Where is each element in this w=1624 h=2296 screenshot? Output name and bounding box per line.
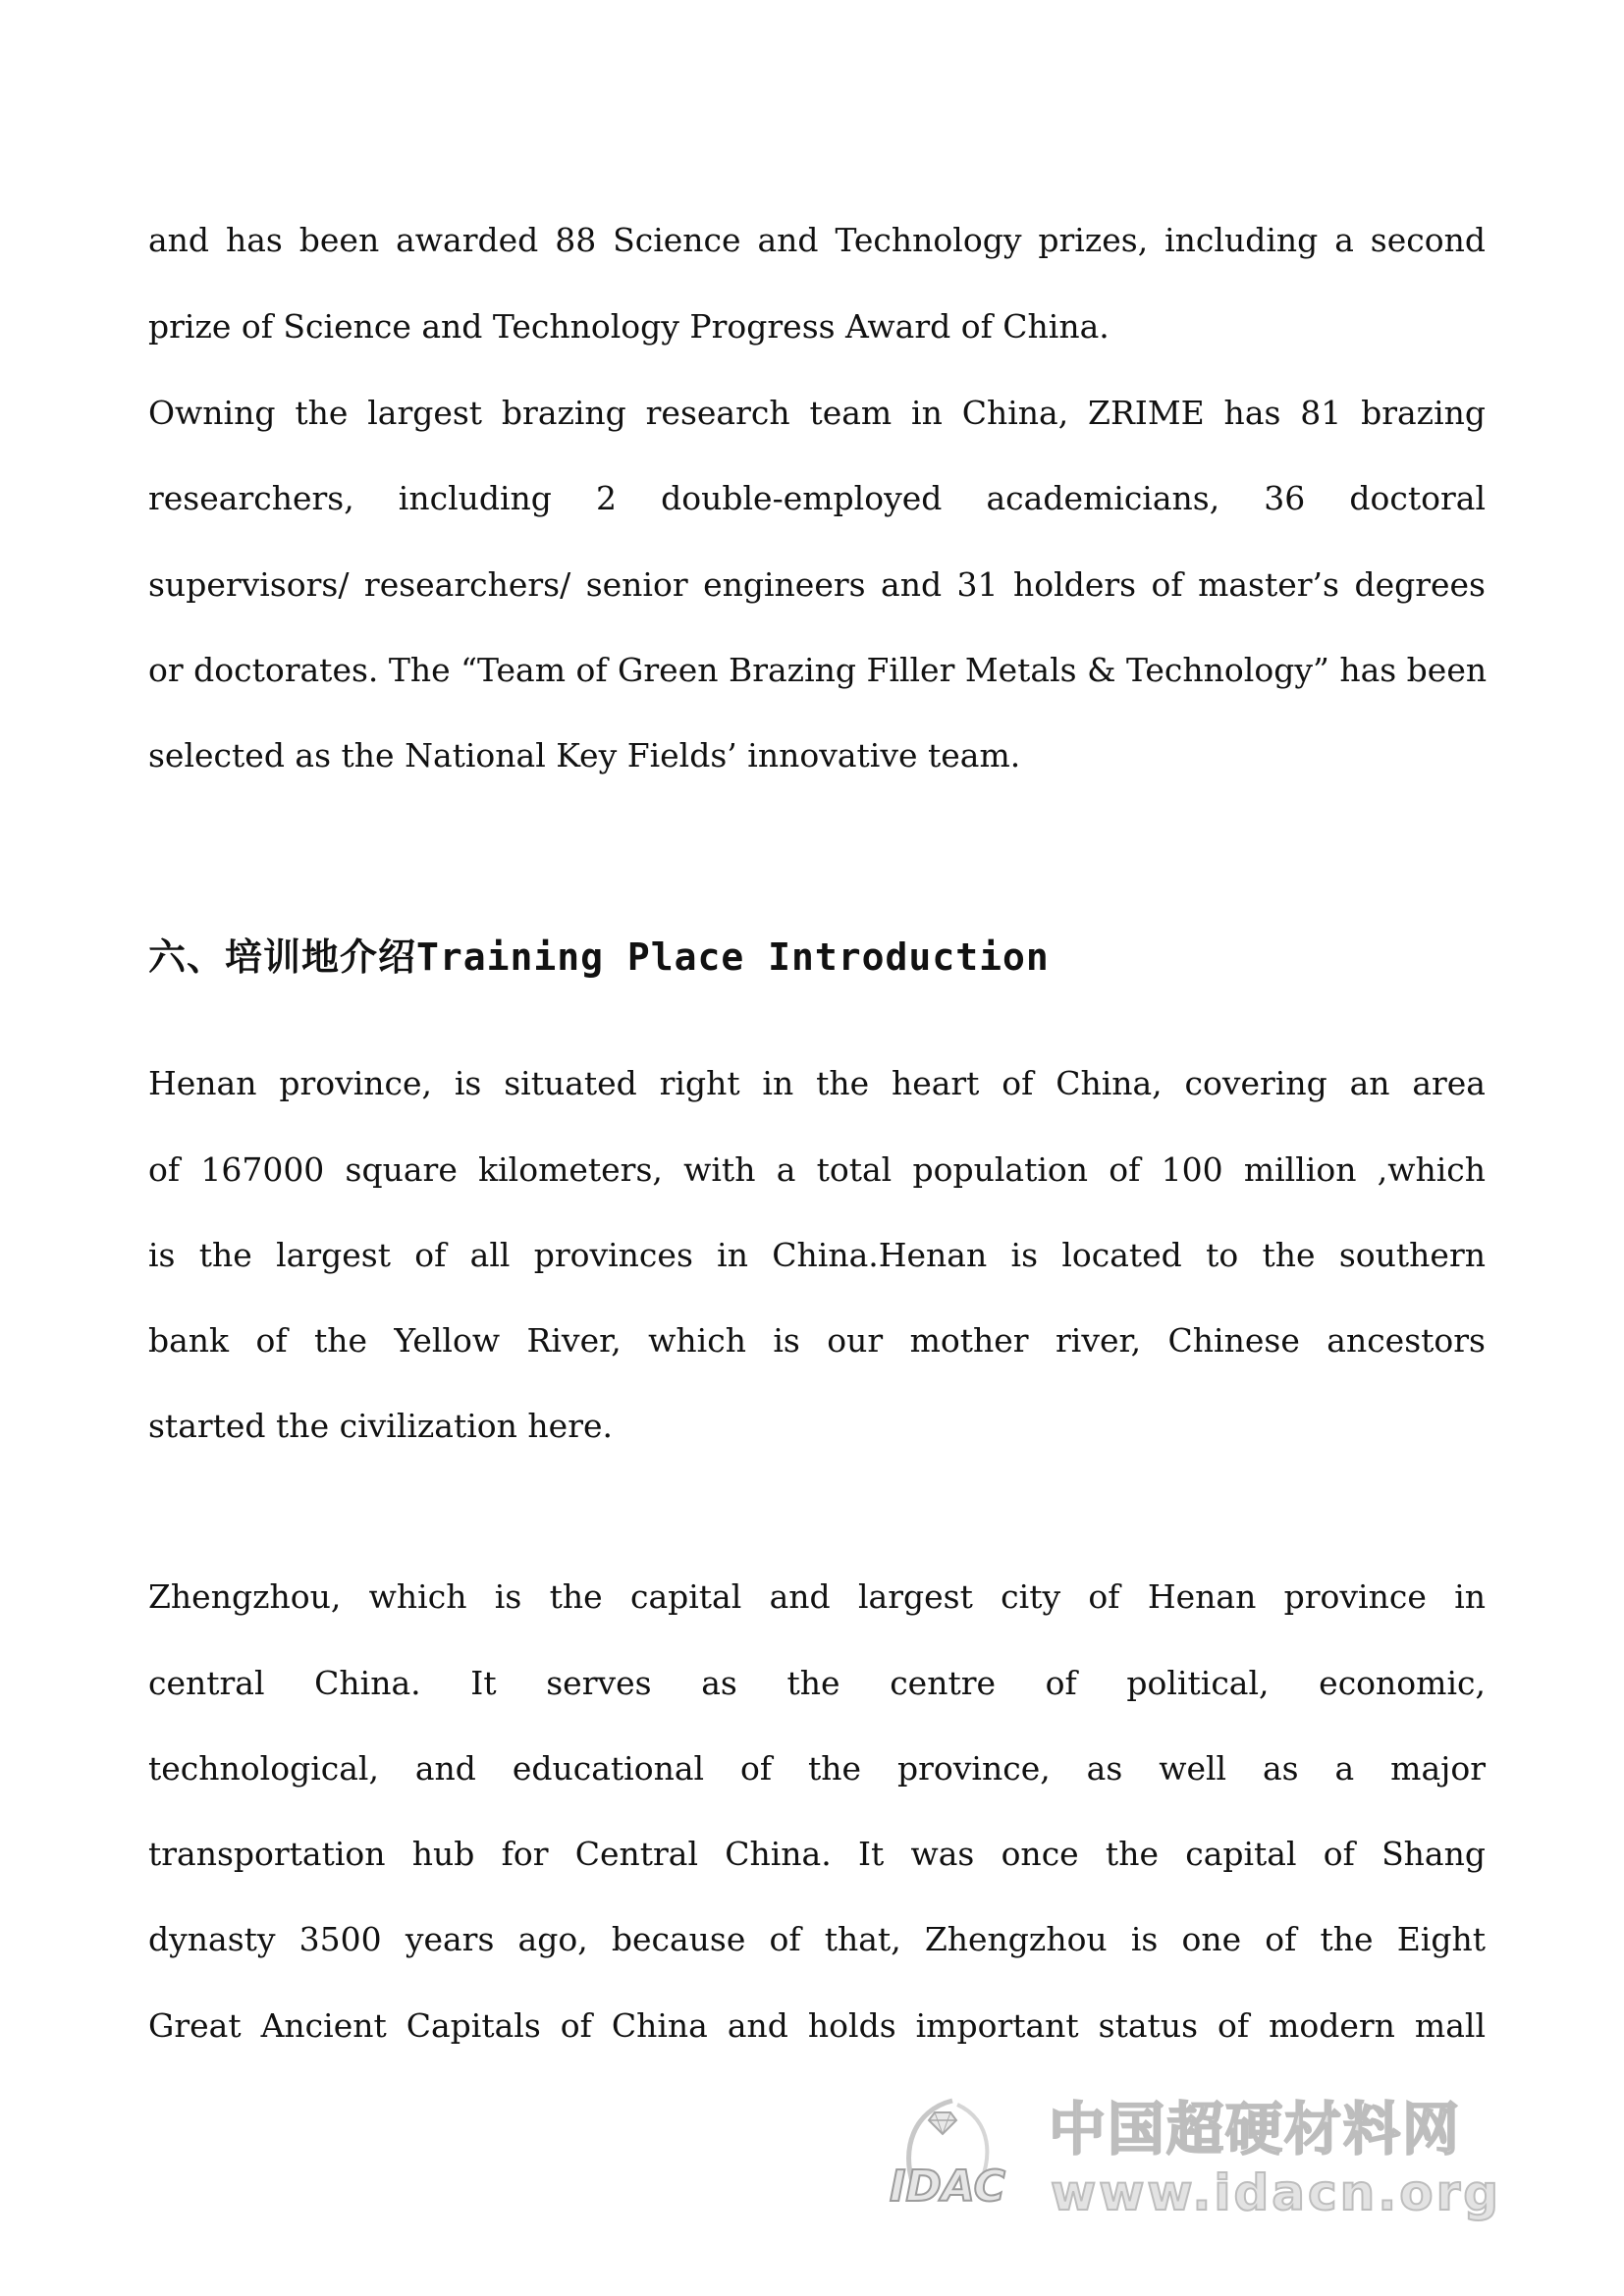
text-line: bank of the Yellow River, which is our mother river, Chinese ancestors [148, 1321, 1486, 1360]
text-line: Great Ancient Capitals of China and holds important status of modern mall [148, 2006, 1486, 2045]
svg-text:IDAC: IDAC [890, 2162, 1005, 2212]
text-line: and has been awarded 88 Science and Technology prizes, including a second [148, 221, 1486, 259]
text-line: transportation hub for Central China. It was once the capital of Shang [148, 1835, 1486, 1873]
watermark-url: www.idacn.org [1051, 2164, 1502, 2221]
watermark-site-name: 中国超硬材料网 [1049, 2096, 1462, 2163]
section-heading: 六、培训地介绍Training Place Introduction [148, 935, 1050, 979]
text-line: of 167000 square kilometers, with a total population of 100 million ,which [148, 1150, 1486, 1189]
text-line: Henan province, is situated right in the heart of China, covering an area [148, 1064, 1486, 1102]
text-line: or doctorates. The “Team of Green Brazing Filler Metals & Technology” has been [148, 651, 1488, 689]
text-line: researchers, including 2 double-employed academicians, 36 doctoral [148, 479, 1486, 517]
text-line: started the civilization here. [148, 1407, 613, 1445]
idac-logo-icon [884, 2091, 1011, 2218]
text-line: selected as the National Key Fields’ innovative team. [148, 736, 1021, 774]
text-line: technological, and educational of the province, as well as a major [148, 1749, 1486, 1788]
watermark [884, 2091, 1512, 2221]
text-line: Zhengzhou, which is the capital and largest city of Henan province in [148, 1577, 1486, 1616]
text-line: central China. It serves as the centre of political, economic, [148, 1664, 1486, 1702]
text-line: dynasty 3500 years ago, because of that, Zhengzhou is one of the Eight [148, 1920, 1486, 1958]
text-line: is the largest of all provinces in China.Henan is located to the southern [148, 1236, 1486, 1274]
text-line: prize of Science and Technology Progress Award of China. [148, 307, 1110, 346]
text-line: supervisors/ researchers/ senior engineers and 31 holders of master’s degrees [148, 565, 1486, 604]
text-line: Owning the largest brazing research team in China, ZRIME has 81 brazing [148, 394, 1486, 432]
